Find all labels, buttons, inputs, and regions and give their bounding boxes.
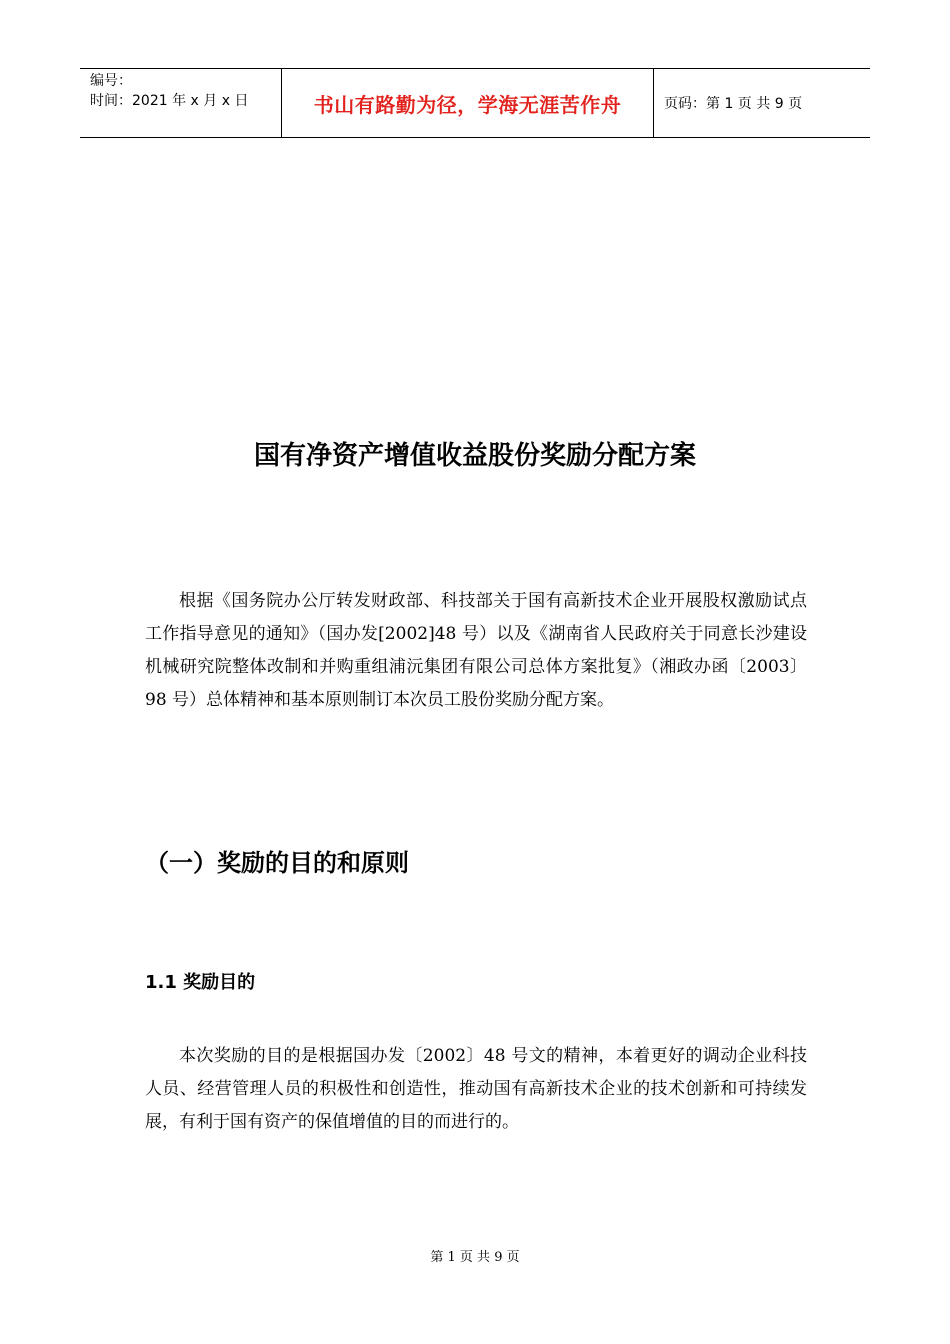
document-date: 时间：2021 年 x 月 x 日 [90, 93, 249, 109]
intro-paragraph: 根据《国务院办公厅转发财政部、科技部关于国有高新技术企业开展股权激励试点工作指导意见的通知》（国办发[2002]48 号）以及《湖南省人民政府关于同意长沙建设机械研究院整体改制和并购重组浦沅集团有限公司总体方案批复》（湘政办函〔2003〕98 号）总体精神和基本原则制订本次员工股份奖励分配方案。 [145, 591, 807, 710]
header-page-info: 页码：第 1 页 共 9 页 [664, 96, 803, 112]
document-number-label: 编号： [90, 73, 132, 89]
section-heading: （一）奖励的目的和原则 [145, 849, 409, 877]
document-title: 国有净资产增值收益股份奖励分配方案 [253, 441, 696, 471]
subsection-heading: 1.1 奖励目的 [145, 972, 256, 993]
header-meta [80, 69, 281, 137]
header-motto-cell [281, 69, 654, 137]
header-page-info-cell [654, 69, 870, 137]
header-motto: 书山有路勤为径，学海无涯苦作舟 [313, 92, 622, 117]
document-header [80, 68, 870, 138]
subsection-paragraph: 本次奖励的目的是根据国办发〔2002〕48 号文的精神，本着更好的调动企业科技人员、经营管理人员的积极性和创造性，推动国有高新技术企业的技术创新和可持续发展，有利于国有资产的保值增值的目的而进行的。 [145, 1046, 807, 1132]
page-footer: 第 1 页 共 9 页 [430, 1250, 520, 1265]
